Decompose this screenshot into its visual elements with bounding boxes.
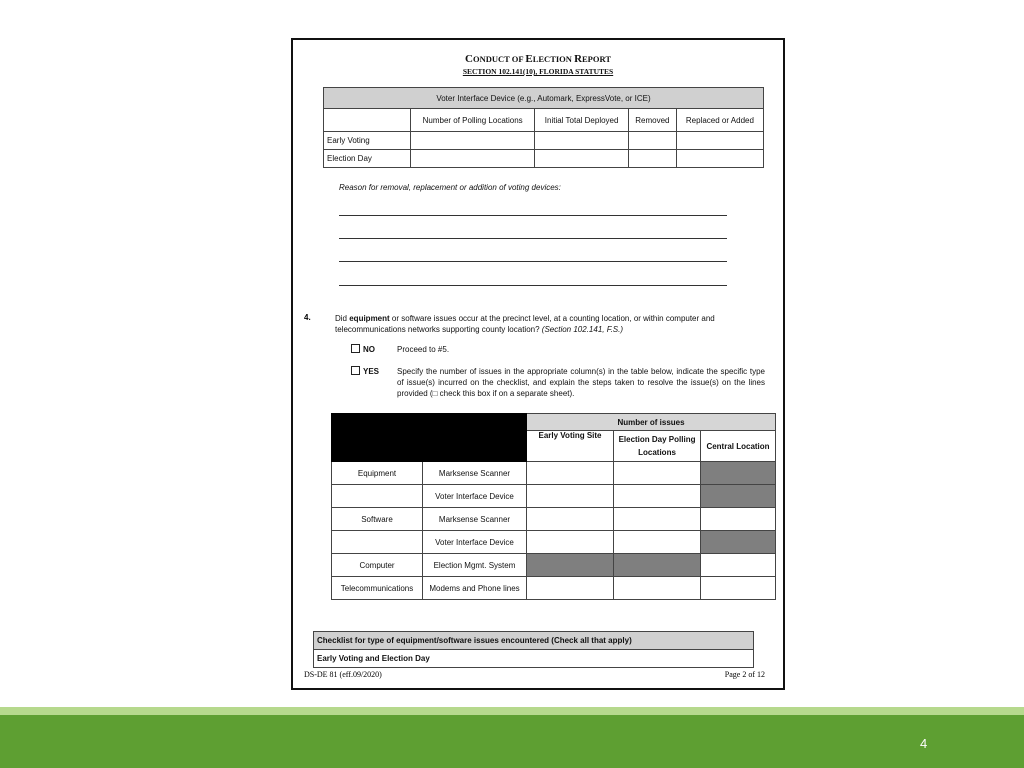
table-cell[interactable] [676, 150, 763, 168]
answer-line[interactable] [339, 238, 727, 239]
question-4-text: Did equipment or software issues occur at the precinct level, at a counting location, or within computer and telecommunications networks supporting county location? (Section 102.141, F.S.) [335, 314, 715, 334]
table-cell[interactable] [701, 577, 776, 600]
table-cell[interactable] [535, 150, 629, 168]
col-replaced-added: Replaced or Added [676, 109, 763, 132]
row-category: Equipment [332, 462, 423, 485]
answer-line[interactable] [339, 285, 727, 286]
slide-number: 4 [920, 736, 928, 751]
table-cell[interactable] [614, 531, 701, 554]
row-category [332, 485, 423, 508]
table-cell [614, 554, 701, 577]
table-cell[interactable] [628, 150, 676, 168]
row-item: Marksense Scanner [423, 462, 527, 485]
issues-group-header: Number of issues [527, 414, 776, 431]
checkbox-icon[interactable] [351, 344, 360, 353]
col-early-voting-site: Early Voting Site [527, 431, 614, 462]
checklist-table [313, 631, 754, 668]
answer-line[interactable] [339, 261, 727, 262]
voter-device-table [323, 87, 764, 168]
table-cell[interactable] [527, 577, 614, 600]
table-cell[interactable] [535, 132, 629, 150]
table-cell[interactable] [628, 132, 676, 150]
col-election-day: Election Day Polling Locations [614, 431, 701, 462]
row-category: Software [332, 508, 423, 531]
table-cell[interactable] [527, 485, 614, 508]
row-item: Modems and Phone lines [423, 577, 527, 600]
blank-header-cell [332, 414, 527, 462]
page-number: Page 2 of 12 [724, 670, 765, 679]
reason-label: Reason for removal, replacement or addition of voting devices: [339, 183, 561, 192]
row-category [332, 531, 423, 554]
row-label-early-voting: Early Voting [324, 132, 411, 150]
row-item: Voter Interface Device [423, 531, 527, 554]
col-removed: Removed [628, 109, 676, 132]
document-page [291, 38, 785, 690]
table-cell[interactable] [701, 554, 776, 577]
issues-table [331, 413, 776, 600]
table-cell [701, 531, 776, 554]
table-cell[interactable] [527, 462, 614, 485]
table-cell[interactable] [676, 132, 763, 150]
document-subtitle: SECTION 102.141(10), FLORIDA STATUTES [462, 67, 614, 76]
table-cell[interactable] [411, 132, 535, 150]
footer-band-light [0, 707, 1024, 715]
row-category: Telecommunications [332, 577, 423, 600]
form-id: DS-DE 81 (eff.09/2020) [304, 670, 382, 679]
table-cell[interactable] [614, 577, 701, 600]
checkbox-icon[interactable] [351, 366, 360, 375]
table-cell [701, 485, 776, 508]
table-cell[interactable] [411, 150, 535, 168]
table-cell [527, 554, 614, 577]
row-category: Computer [332, 554, 423, 577]
table-cell[interactable] [701, 508, 776, 531]
table-cell[interactable] [527, 508, 614, 531]
checklist-header: Checklist for type of equipment/software issues encountered (Check all that apply) [314, 632, 754, 650]
col-central-location: Central Location [701, 431, 776, 462]
option-no-text: Proceed to #5. [397, 345, 450, 354]
table-cell[interactable] [614, 485, 701, 508]
document-title: CONDUCT OF ELECTION REPORT [465, 53, 611, 65]
table-cell[interactable] [614, 462, 701, 485]
table-cell[interactable] [527, 531, 614, 554]
row-item: Election Mgmt. System [423, 554, 527, 577]
row-item: Voter Interface Device [423, 485, 527, 508]
option-yes[interactable]: YES [351, 366, 379, 377]
table-cell[interactable] [614, 508, 701, 531]
option-yes-text: Specify the number of issues in the appropriate column(s) in the table below, indicate the specific type of issue(s) incurred on the checklist, and explain the steps taken to resolve the issue(s) on the lines provided (□ check this box if on a separate sheet). [397, 367, 765, 398]
col-polling-locations: Number of Polling Locations [411, 109, 535, 132]
table-cell [701, 462, 776, 485]
footer-band [0, 715, 1024, 768]
row-item: Marksense Scanner [423, 508, 527, 531]
question-number: 4. [304, 313, 311, 322]
col-initial-deployed: Initial Total Deployed [535, 109, 629, 132]
row-label-election-day: Election Day [324, 150, 411, 168]
option-no[interactable]: NO [351, 344, 375, 355]
voter-table-header: Voter Interface Device (e.g., Automark, ExpressVote, or ICE) [324, 88, 764, 109]
checklist-row: Early Voting and Election Day [314, 650, 754, 668]
answer-line[interactable] [339, 215, 727, 216]
